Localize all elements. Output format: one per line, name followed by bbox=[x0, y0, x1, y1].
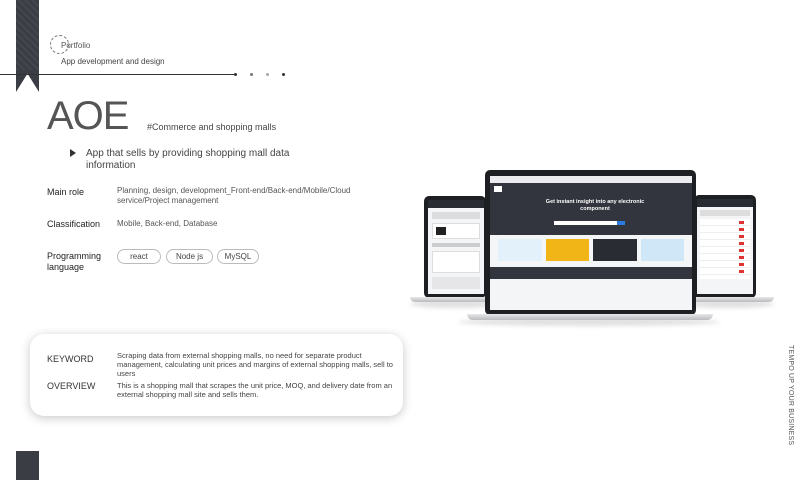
pager-dot[interactable] bbox=[250, 73, 253, 76]
project-title: AOE bbox=[47, 94, 129, 138]
main-role-value: Planning, design, development_Front-end/Back-end/Mobile/Cloud service/Project management bbox=[117, 186, 351, 205]
mockup-hero-text: Get instant insight into any electronic component bbox=[545, 199, 645, 212]
divider-end-dot bbox=[234, 73, 237, 76]
ribbon-texture bbox=[16, 0, 39, 70]
pager-dot[interactable] bbox=[282, 73, 285, 76]
pager-dot[interactable] bbox=[266, 73, 269, 76]
overview-label: OVERVIEW bbox=[47, 381, 96, 391]
play-triangle-icon bbox=[70, 149, 76, 157]
bookmark-ribbon-bottom bbox=[16, 451, 39, 480]
keyword-label: KEYWORD bbox=[47, 354, 94, 364]
language-tag: Node js bbox=[166, 249, 213, 264]
side-slogan: TEMPO UP YOUR BUSINESS bbox=[787, 345, 794, 446]
language-tag: react bbox=[117, 249, 161, 264]
divider-line bbox=[0, 74, 236, 75]
classification-value: Mobile, Back-end, Database bbox=[117, 219, 218, 228]
laptop-screen-right bbox=[697, 199, 753, 294]
project-tagline: #Commerce and shopping malls bbox=[147, 122, 277, 132]
keyword-value: Scraping data from external shopping malls, no need for separate product management, calculating unit prices and margins of external shopping malls, sell to users bbox=[117, 351, 393, 378]
language-tag: MySQL bbox=[217, 249, 259, 264]
programming-language-label: Programming language bbox=[47, 251, 102, 272]
laptop-screen-left bbox=[428, 200, 484, 294]
project-description: App that sells by providing shopping mall data information bbox=[86, 148, 290, 171]
page-subtitle: App development and design bbox=[61, 57, 165, 66]
main-role-label: Main role bbox=[47, 187, 85, 197]
overview-value: This is a shopping mall that scrapes the unit price, MOQ, and delivery date from an external shopping mall site and sells them. bbox=[117, 381, 393, 399]
section-label: Portfolio bbox=[61, 41, 91, 50]
classification-label: Classification bbox=[47, 219, 101, 229]
laptop-screen-center bbox=[490, 176, 692, 310]
